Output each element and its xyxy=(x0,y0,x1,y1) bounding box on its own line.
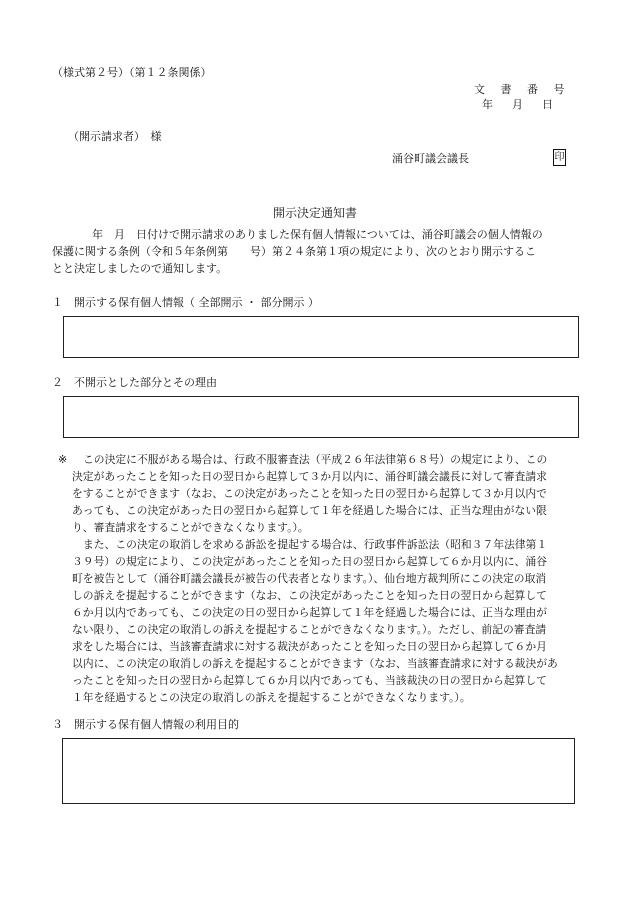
document-title: 開示決定通知書 xyxy=(272,206,357,220)
note-line: 町を被告として（涌谷町議会議長が被告の代表者となります。）、仙台地方裁判所にこの決定の取消 xyxy=(72,572,547,585)
requester-addressee: （開示請求者） 様 xyxy=(68,130,162,143)
note-line: また、この決定の取消しを求める訴訟を提起する場合は、行政事件訴訟法（昭和３７年法律第１ xyxy=(83,538,548,551)
note-line: ない限り、この決定の取消しの訴えを提起することができなくなります。）。ただし、前記の審査請 xyxy=(72,623,547,636)
note-line: この決定に不服がある場合は、行政不服審査法（平成２６年法律第６８号）の規定により、この xyxy=(83,453,548,466)
disclosed-info-field[interactable] xyxy=(63,316,579,358)
note-line: あっても、この決定があった日の翌日から起算して１年を経過した場合には、正当な理由がない限 xyxy=(72,504,547,517)
section-2-heading: ２ 不開示とした部分とその理由 xyxy=(52,376,217,389)
form-identifier: （様式第２号）（第１２条関係） xyxy=(52,66,212,79)
note-line: り、審査請求をすることができなくなります。）。 xyxy=(72,521,309,534)
issuer-name: 涌谷町議会議長 xyxy=(392,152,469,165)
section-1-heading: １ 開示する保有個人情報（ 全部開示 ・ 部分開示 ） xyxy=(52,296,319,309)
nondisclosure-reason-field[interactable] xyxy=(63,396,579,438)
note-mark: ※ xyxy=(58,453,68,466)
note-line: ったことを知った日の翌日から起算して６か月以内であっても、当該裁決の日の翌日から起算して xyxy=(72,674,547,687)
notes-block xyxy=(58,451,588,706)
date-label: 年 月 日 xyxy=(482,98,557,111)
note-line: ３９号）の規定により、この決定があったことを知った日の翌日から起算して６か月以内に、涌谷 xyxy=(72,555,547,568)
note-line: 求をした場合には、当該審査請求に対する裁決があったことを知った日の翌日から起算して６か月 xyxy=(72,640,547,653)
usage-purpose-field[interactable] xyxy=(62,738,575,804)
note-line: １年を経過するとこの決定の取消しの訴えを提起することができなくなります。）。 xyxy=(72,691,471,704)
section-3-heading: ３ 開示する保有個人情報の利用目的 xyxy=(52,718,239,731)
note-line: 以内に、この決定の取消しの訴えを提起することができます（なお、当該審査請求に対する裁決があ xyxy=(72,657,558,670)
note-line: ６か月以内であっても、この決定の日の翌日から起算して１年を経過した場合には、正当な理由が xyxy=(72,606,547,619)
body-paragraph xyxy=(52,226,582,277)
note-line: をすることができます（なお、この決定があったことを知った日の翌日から起算して３か月以内で xyxy=(72,487,547,500)
seal-mark: 印 xyxy=(553,149,566,166)
body-line: 保護に関する条例（令和５年条例第 号）第２４条第１項の規定により、次のとおり開示するこ xyxy=(52,245,536,258)
body-line: とと決定しましたので通知します。 xyxy=(52,262,228,275)
body-line: 年 月 日付けで開示請求のありました保有個人情報については、涌谷町議会の個人情報の xyxy=(92,228,543,241)
note-line: 決定があったことを知った日の翌日から起算して３か月以内に、涌谷町議会議長に対して審査請求 xyxy=(72,470,547,483)
document-number-label: 文 書 番 号 xyxy=(474,83,571,96)
note-line: しの訴えを提起することができます（なお、この決定があったことを知った日の翌日から起算して xyxy=(72,589,547,602)
